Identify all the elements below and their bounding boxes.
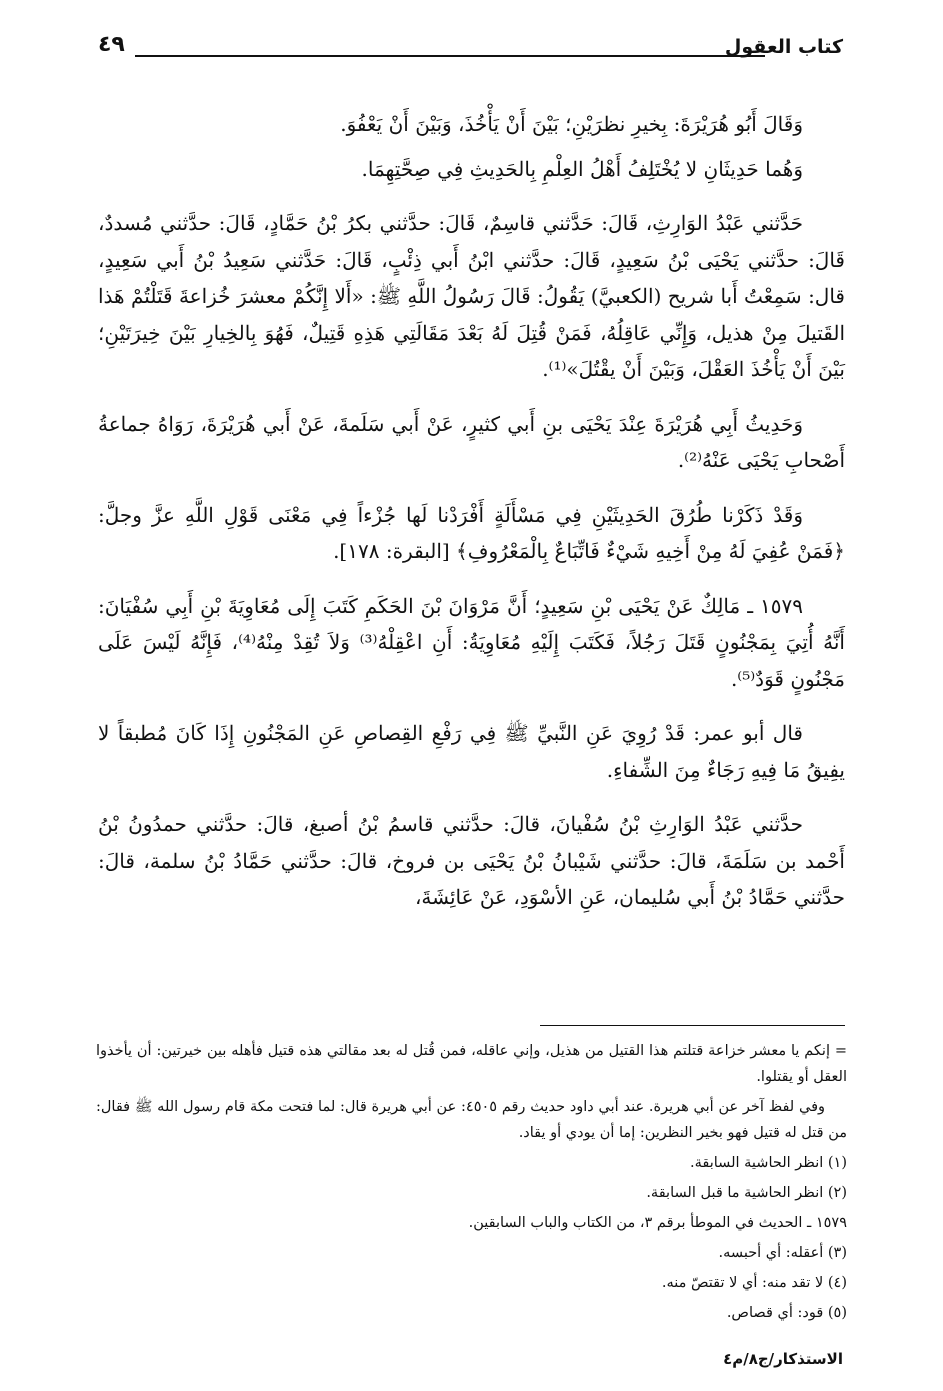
footnote-continuation: = إنكم يا معشر خزاعة قتلتم هذا القتيل من هذيل، وإني عاقله، فمن قُتل له بعد مقالتي هذه قتيل فأهله بين خيرتين: أن يأخذوا العقل أو يقتلوا. — [96, 1043, 847, 1085]
footnotes — [96, 1038, 847, 1330]
footnote-hadith-1579: ١٥٧٩ ـ الحديث في الموطأ برقم ٣، من الكتاب والباب السابقين. — [468, 1215, 847, 1231]
paragraph-two-hadiths: وَهُما حَدِيثَانِ لا يُخْتَلِفُ أَهْلُ العِلْمِ بِالحَدِيثِ فِي صِحَّتِهِمَا. — [361, 156, 803, 181]
paragraph-abu-hurayra: وَقَالَ أَبُو هُرَيْرَةَ: بِخيرِ نظرَيْنِ؛ بَيْنَ أَنْ يَأْخُذَ، وَبَيْنَ أَنْ يَعْفُوَ. — [340, 112, 803, 136]
paragraph-isnad-abu-shurayh: حَدَّثني عَبْدُ الوَارِثِ، قَالَ: حَدَّثني قاسِمٌ، قَالَ: حدَّثني بكرُ بْنُ حَمَّادٍ، قَالَ: حدَّثني مُسددٌ، قَالَ: حدَّثني يَحْيَى بْنُ سَعِيدٍ، قَالَ: حدَّثني ابْنُ أَبي ذِئْبٍ، قَالَ: حَدَّثني سَعِيدُ بْنُ أَبي سَعِيدٍ، قال: سَمِعْتُ أَبا شريح (الكعبيَّ) يَقُولُ: قَالَ رَسُولُ اللَّهِ ﷺ: «أَلا إِنَّكُمْ معشرَ خُزاعةَ قَتَلْتُمْ هَذا القَتيلَ مِنْ هذيل، وَإِنِّي عَاقِلُهُ، فَمَنْ قُتِلَ لَهُ بَعْدَ مَقَالَتِي هَذِهِ قَتِيلٌ، فَهُوَ بِالخِيارِ بَيْنَ خِيرَتَيْنِ؛ بَيْنَ أَنْ يَأْخُذَ العَقْلَ، وَبَيْنَ أَنْ يقْتُلَ»⁽¹⁾. — [98, 211, 846, 381]
paragraph-quran-citation: وَقَدْ ذَكَرْنا طُرُقَ الحَدِيثَيْنِ فِي مَسْأَلَةٍ أَفْرَدْنا لَها جُزْءاً فِي مَعْنَى قَوْلِ اللَّهِ عزَّ وجلَّ: ﴿فَمَنْ عُفِيَ لَهُ مِنْ أَخِيهِ شَيْءٌ فَاتِّبَاعٌ بِالْمَعْرُوفِ﴾ [البقرة: ١٧٨]. — [98, 502, 845, 563]
printer-signature: الاستذكار/ج٨/م٤ — [723, 1350, 843, 1368]
footnote-3: (٣) أعقله: أي أحبسه. — [718, 1245, 847, 1261]
footnote-rule — [540, 1025, 845, 1026]
paragraph-isnad-aisha: حدَّثني عَبْدُ الوَارِثِ بْنُ سُفْيانَ، قالَ: حدَّثني قاسمُ بْنُ أصبغ، قالَ: حدَّثني حمدُونُ بْنُ أَحْمد بن سَلَمَةَ، قالَ: حدَّثني شَيْبانُ بْنُ يَحْيَى بن فروخ، قالَ: حدَّثني حَمَّادُ بْنُ سلمة، قالَ: حدَّثني حَمَّادُ بْنُ أَبي سُليمان، عَنِ الأسْوَدِ، عَنْ عَائِشَةَ، — [98, 812, 845, 909]
footnote-5: (٥) قود: أي قصاص. — [726, 1305, 847, 1321]
paragraph-hadith-1579: ١٥٧٩ ـ مَالِكٌ عَنْ يَحْيَى بْنِ سَعِيدٍ؛ أَنَّ مَرْوَانَ بْنَ الحَكَمِ كَتَبَ إِلَى مُعَاوِيَةَ بْنِ أَبِي سُفْيَانَ: أَنَّهُ أُتِيَ بِمَجْنُونٍ قَتَلَ رَجُلاً، فَكَتَبَ إِلَيْهِ مُعَاوِيَةُ: أَنِ اعْقِلْهُ⁽³⁾ وَلاَ تُقِدْ مِنْهُ⁽⁴⁾، فَإِنَّهُ لَيْسَ عَلَى مَجْنُونٍ قَوَدٌ⁽⁵⁾. — [98, 593, 845, 691]
paragraph-abu-umar: قال أبو عمر: قَدْ رُوِيَ عَنِ النَّبيِّ ﷺ فِي رَفْعِ القِصاصِ عَنِ المَجْنُونِ إِذَا كَانَ مُطبقاً لا يفِيقُ مَا فِيهِ رَجَاءٌ مِنَ الشِّفاءِ. — [98, 721, 845, 782]
running-header-title: كتاب العقول — [724, 36, 843, 58]
footnote-1: (١) انظر الحاشية السابقة. — [690, 1155, 847, 1171]
paragraph-yahya-narration: وَحَدِيثُ أَبِي هُرَيْرَةَ عِنْدَ يَحْيَى بنِ أَبي كثيرٍ، عَنْ أَبي سَلَمةَ، عَنْ أَبي هُرَيْرَةَ، رَوَاهُ جماعةُ أَصْحابِ يَحْيَى عَنْهُ⁽²⁾. — [98, 411, 845, 472]
header-rule — [135, 55, 765, 57]
footnote-2: (٢) انظر الحاشية ما قبل السابقة. — [646, 1185, 847, 1201]
main-text — [98, 106, 845, 931]
footnote-4: (٤) لا تقد منه: أي لا تقتصّ منه. — [661, 1275, 847, 1291]
footnote-abu-dawud: وفي لفظ آخر عن أبي هريرة. عند أبي داود حديث رقم ٤٥٠٥: عن أبي هريرة قال: لما فتحت مكة قام رسول الله ﷺ فقال: من قتل له قتيل فهو بخير النظرين: إما أن يودي أو يقاد. — [96, 1099, 847, 1141]
page-number: ٤٩ — [98, 32, 125, 57]
